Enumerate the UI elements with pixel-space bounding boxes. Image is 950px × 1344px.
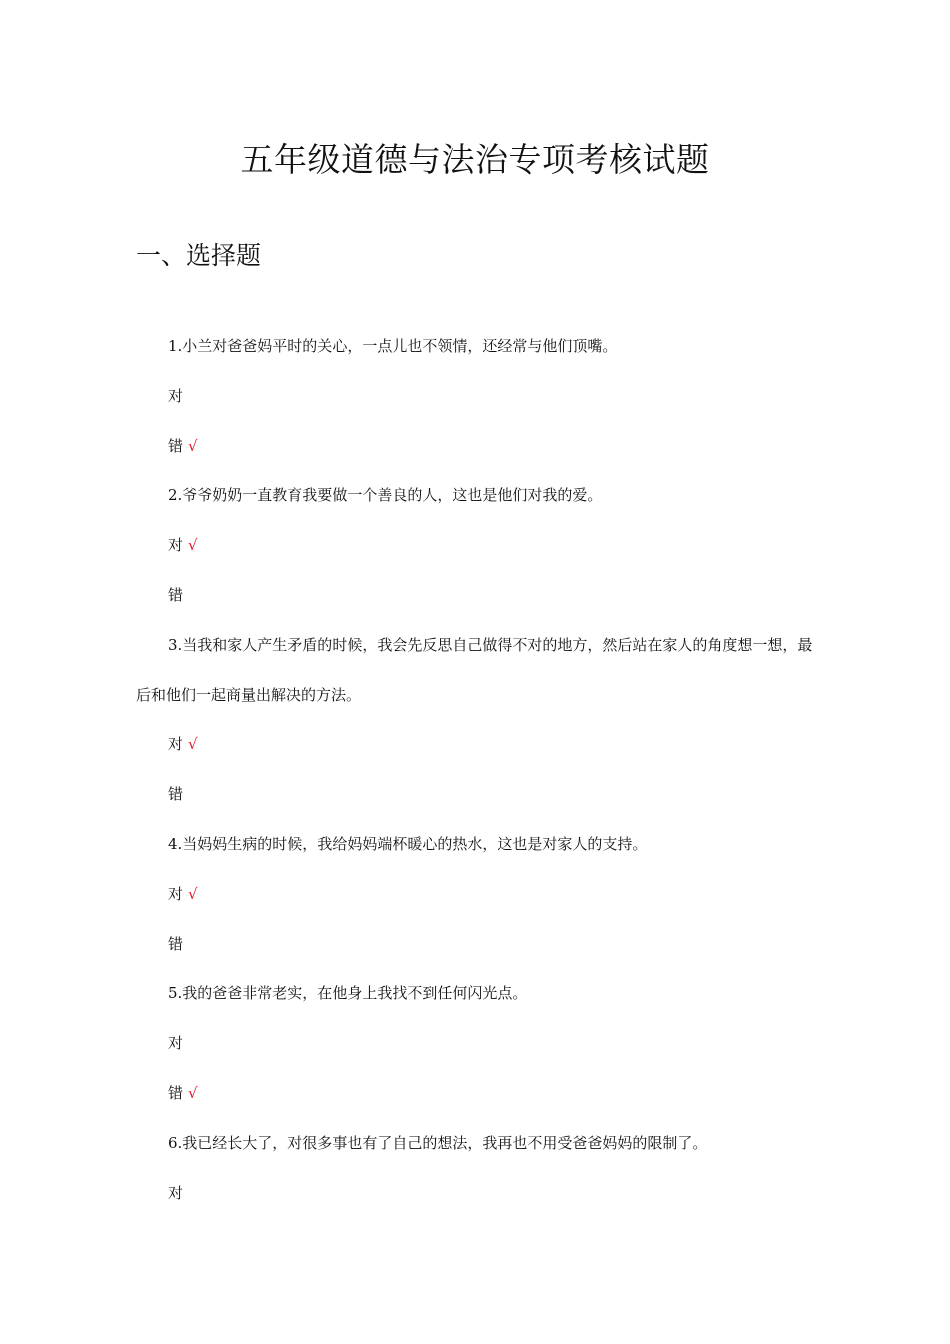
question-text: 1.小兰对爸爸妈平时的关心，一点儿也不领情，还经常与他们顶嘴。: [168, 337, 618, 355]
question-text: 6.我已经长大了，对很多事也有了自己的想法，我再也不用受爸爸妈妈的限制了。: [168, 1133, 708, 1152]
document-title: 五年级道德与法治专项考核试题: [240, 140, 710, 179]
check-mark-icon: √: [188, 884, 198, 903]
question-item: [136, 471, 826, 620]
check-mark-icon: √: [188, 735, 198, 754]
answer-option: [136, 521, 826, 571]
answer-option: [136, 571, 826, 621]
answer-option-label: 错: [168, 436, 184, 455]
answer-option-label: 错: [168, 785, 184, 804]
answer-option: [136, 1169, 826, 1219]
question-text: 3.当我和家人产生矛盾的时候，我会先反思自己做得不对的地方，然后站在家人的角度想一想，最后和他们一起商量出解决的方法。: [136, 635, 813, 704]
answer-option: [136, 870, 826, 920]
answer-option-label: 对: [168, 536, 184, 555]
answer-option-label: 对: [168, 1034, 184, 1053]
question-item: [136, 820, 826, 969]
answer-option: [136, 372, 826, 422]
check-mark-icon: √: [188, 536, 198, 555]
question-text: 5.我的爸爸非常老实，在他身上我找不到任何闪光点。: [168, 984, 528, 1003]
answer-option-label: 对: [168, 1183, 184, 1202]
question-item: [136, 1119, 826, 1219]
answer-option-label: 对: [168, 735, 184, 754]
question-item: [136, 969, 826, 1118]
question-text: 4.当妈妈生病的时候，我给妈妈端杯暖心的热水，这也是对家人的支持。: [168, 834, 648, 853]
question-item: [136, 322, 826, 471]
answer-option-label: 错: [168, 585, 184, 604]
answer-option: [136, 770, 826, 820]
check-mark-icon: √: [188, 1083, 198, 1102]
answer-option: [136, 720, 826, 770]
question-list: [136, 322, 826, 1218]
answer-option: [136, 1069, 826, 1119]
answer-option: [136, 422, 826, 472]
answer-option-label: 错: [168, 934, 184, 953]
answer-option-label: 对: [168, 884, 184, 903]
answer-option-label: 对: [168, 386, 184, 405]
answer-option: [136, 1019, 826, 1069]
question-text: 2.爷爷奶奶一直教育我要做一个善良的人，这也是他们对我的爱。: [168, 486, 603, 505]
section-heading: 一、选择题: [136, 241, 262, 270]
answer-option: [136, 920, 826, 970]
question-item: [136, 621, 826, 820]
answer-option-label: 错: [168, 1083, 184, 1102]
check-mark-icon: √: [188, 436, 198, 455]
